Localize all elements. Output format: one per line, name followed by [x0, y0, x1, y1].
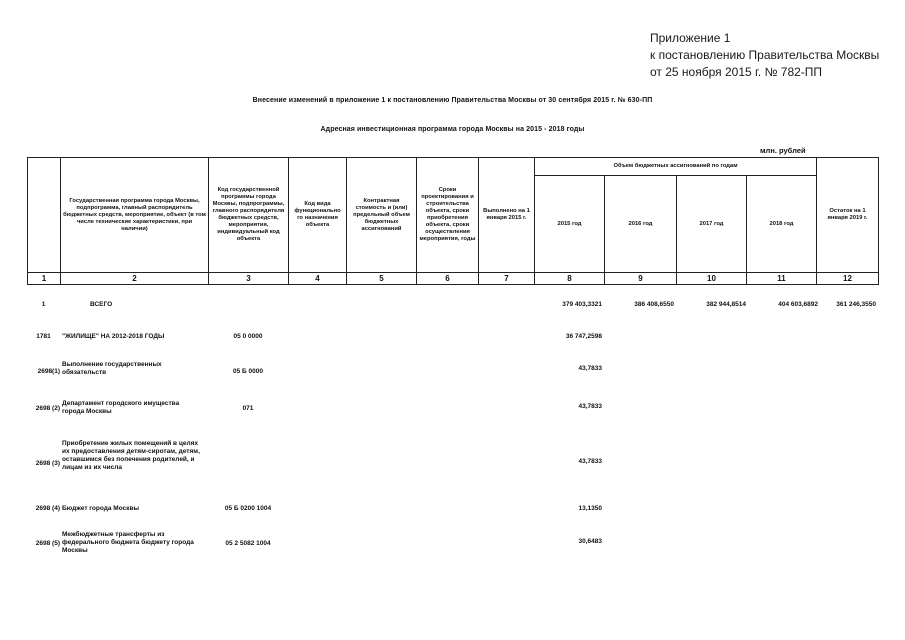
row-code: 071: [242, 405, 254, 412]
col-number: 11: [747, 273, 817, 285]
appendix-block: [650, 30, 879, 81]
total-2018: 404 603,6892: [778, 301, 818, 308]
row-2015: 36 747,2598: [565, 333, 602, 340]
row-name: Приобретение жилых помещений в целях их предоставления детям-сиротам, детям, оставшимся без попечения родителей, и лицам из их числа: [62, 440, 200, 471]
header-year-2017: 2017 год: [677, 176, 747, 273]
row-code: 05 2 5082 1004: [225, 540, 271, 547]
row-2015: 43,7833: [578, 403, 602, 410]
header-col-3: Код государственной программы города Москвы, подпрограммы, главного распорядителя бюджетных средств, мероприятия, индивидуальный код объекта: [209, 158, 289, 273]
header-col-4: Код вида функционально го назначения объекта: [289, 158, 347, 273]
col-number: 12: [817, 273, 879, 285]
units-label: млн. рублей: [760, 146, 806, 155]
row-num: 2698 (5): [35, 540, 60, 547]
col-number: 7: [479, 273, 535, 285]
row-num: 2698 (4): [35, 505, 60, 512]
row-2015: 30,6483: [578, 538, 602, 545]
header-year-2015: 2015 год: [535, 176, 605, 273]
header-col-6: Сроки проектирования и строительства объекта, сроки приобретения объекта, сроки осуществления мероприятия, годы: [417, 158, 479, 273]
row-2015: 43,7833: [578, 458, 602, 465]
appendix-line-2: к постановлению Правительства Москвы: [650, 48, 880, 62]
header-col-12: Остаток на 1 января 2019 г.: [817, 158, 879, 273]
header-col-5: Контрактная стоимость и (или) предельный объем бюджетных ассигнований: [347, 158, 417, 273]
header-group-budget: Объем бюджетных ассигнований по годам: [535, 158, 817, 176]
col-number: 6: [417, 273, 479, 285]
header-col-7: Выполнено на 1 января 2015 г.: [479, 158, 535, 273]
total-label: ВСЕГО: [90, 301, 113, 308]
header-col-2: Государственная программа города Москвы, подпрограмма, главный распорядитель бюджетных средств, мероприятие, объект (в том числе технические характеристики, при наличии): [61, 158, 209, 273]
row-2015: 43,7833: [578, 365, 602, 372]
row-2015: 13,1350: [578, 505, 602, 512]
header-year-2016: 2016 год: [605, 176, 677, 273]
total-2016: 386 408,6550: [634, 301, 674, 308]
row-name: "ЖИЛИЩЕ" НА 2012-2018 ГОДЫ: [62, 333, 165, 340]
row-num: 1781: [36, 333, 51, 340]
total-2015: 379 403,3321: [562, 301, 602, 308]
col-number: 4: [289, 273, 347, 285]
col-number: 3: [209, 273, 289, 285]
total-rest: 361 246,3550: [836, 301, 876, 308]
col-number: 2: [61, 273, 209, 285]
header-col-1: [28, 158, 61, 273]
row-name: Межбюджетные трансферты из федерального бюджета бюджету города Москвы: [62, 531, 194, 554]
col-number: 9: [605, 273, 677, 285]
row-num: 2698(1): [37, 368, 60, 375]
appendix-line-1: Приложение 1: [650, 31, 731, 45]
program-title: Адресная инвестиционная программа города Москвы на 2015 - 2018 годы: [320, 126, 585, 133]
col-number: 8: [535, 273, 605, 285]
col-number: 10: [677, 273, 747, 285]
col-number: 1: [28, 273, 61, 285]
total-num: 1: [41, 301, 46, 308]
appendix-line-3: от 25 ноября 2015 г. № 782-ПП: [650, 65, 823, 79]
row-name: Выполнение государственных обязательств: [62, 361, 162, 376]
row-code: 05 Б 0200 1004: [224, 505, 272, 512]
changes-title: Внесение изменений в приложение 1 к постановлению Правительства Москвы от 30 сентября 2015 г. № 630-ПП: [252, 97, 653, 104]
row-name: Бюджет города Москвы: [62, 505, 140, 512]
row-name: Департамент городского имущества города Москвы: [62, 400, 180, 415]
total-2017: 382 944,8514: [706, 301, 746, 308]
header-table: [27, 157, 879, 285]
row-code: 05 0 0000: [233, 333, 263, 340]
row-num: 2698 (2): [35, 405, 60, 412]
row-code: 05 Б 0000: [233, 368, 263, 375]
header-year-2018: 2018 год: [747, 176, 817, 273]
row-num: 2698 (3): [35, 460, 60, 467]
col-number: 5: [347, 273, 417, 285]
